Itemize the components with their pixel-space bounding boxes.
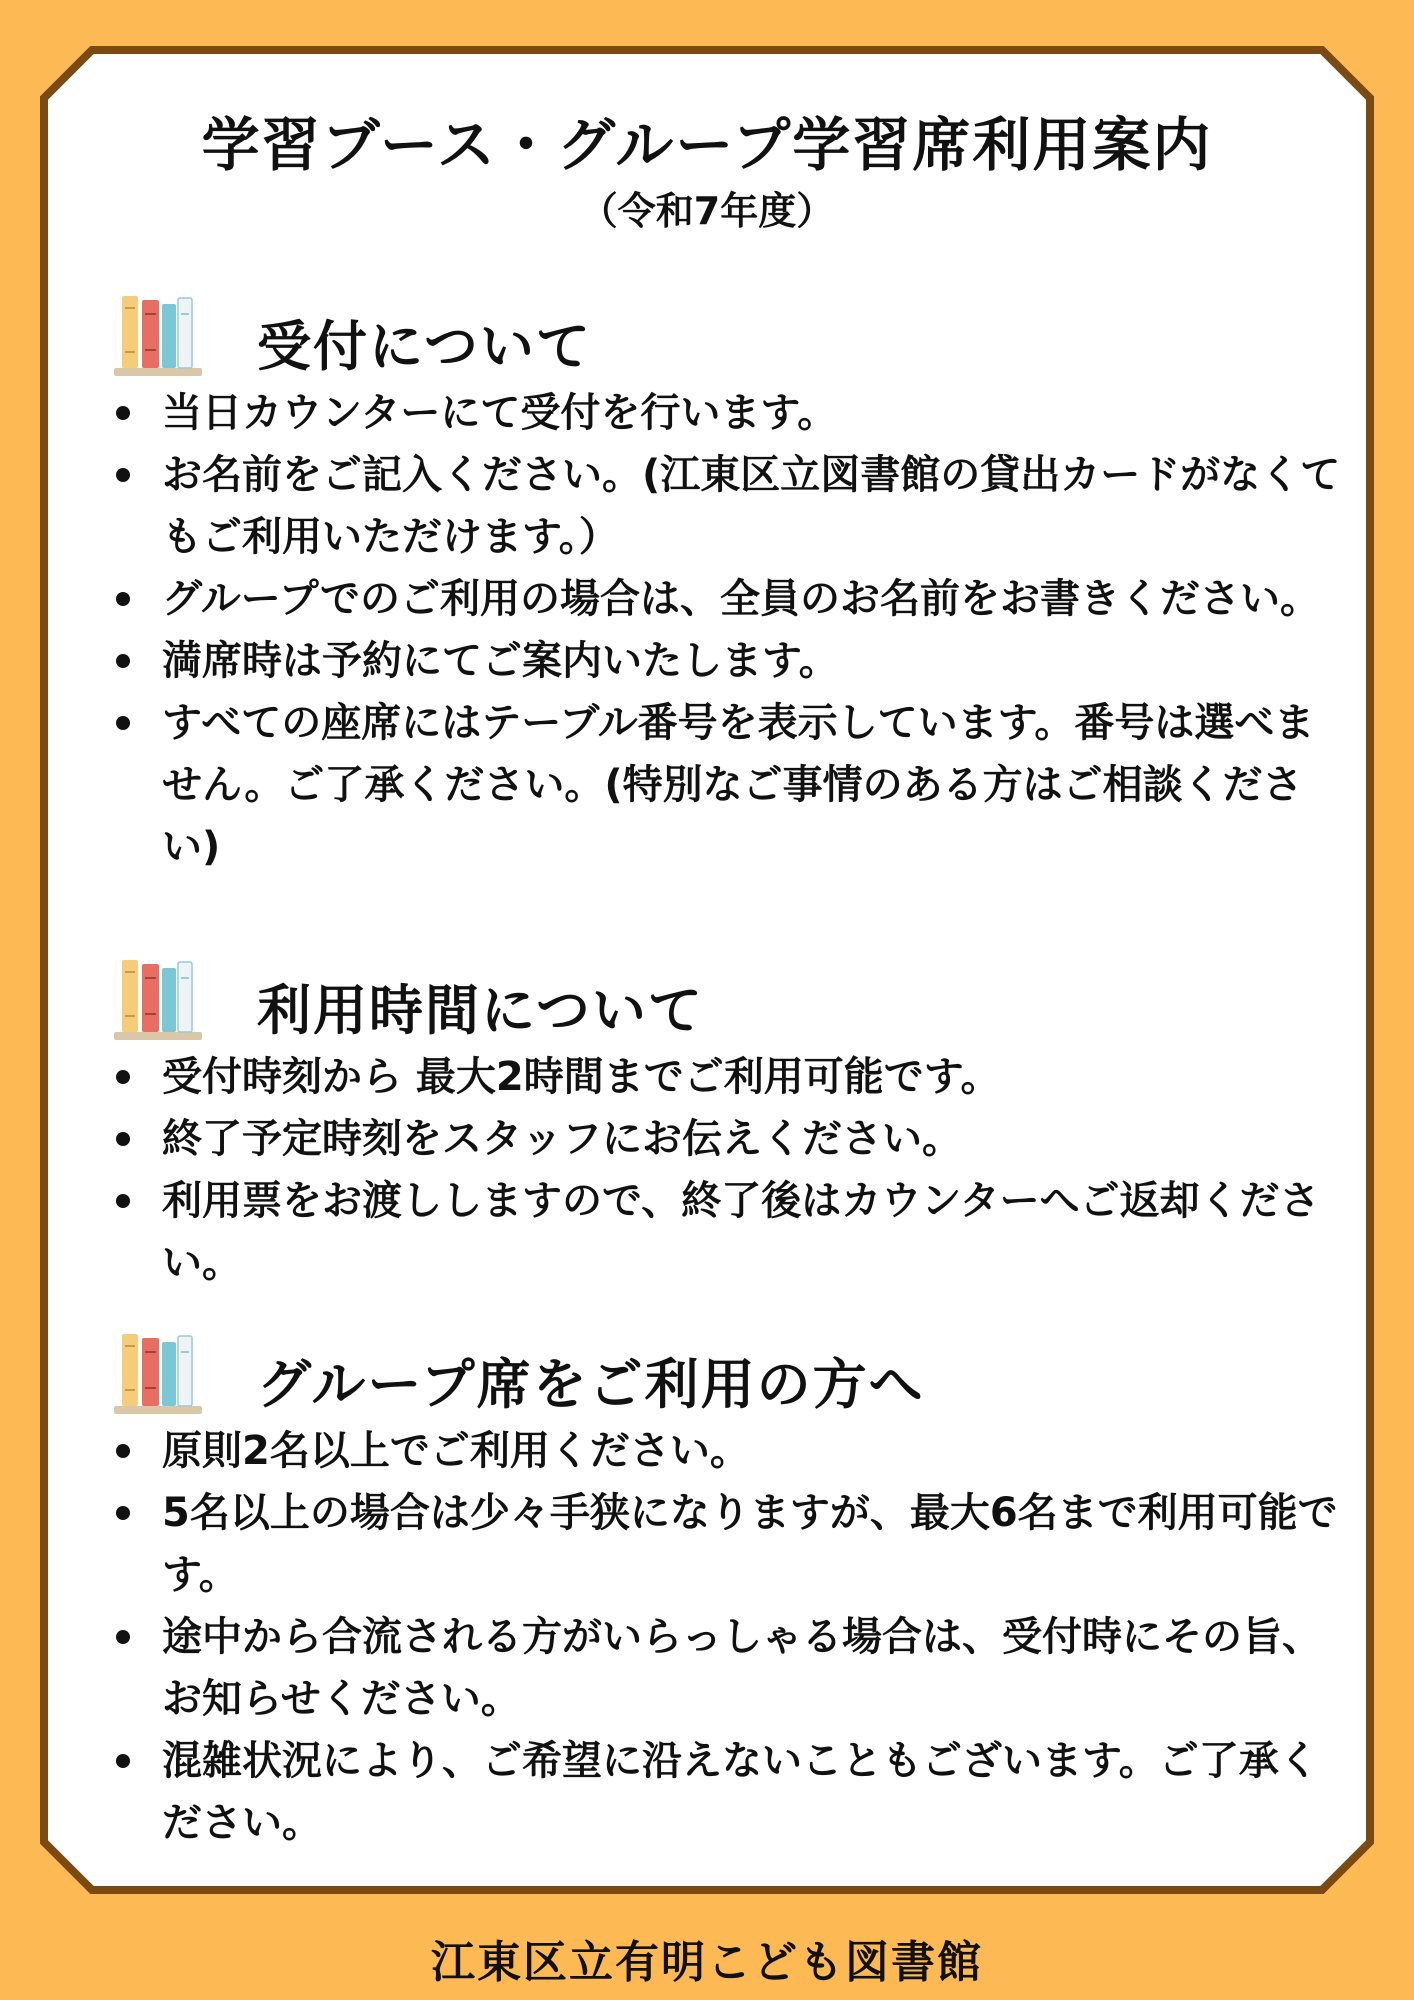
list-item-text: 当日カウンターにて受付を行います。 xyxy=(162,390,838,436)
list-item xyxy=(112,568,1342,630)
books-icon xyxy=(112,956,204,1044)
list-item xyxy=(112,1170,1342,1294)
list-item-text: 混雑状況により、ご希望に沿えないこともございます。ご了承ください。 xyxy=(162,1738,1319,1846)
bullet-dot xyxy=(116,1070,130,1084)
section-heading: 利用時間について xyxy=(257,979,704,1042)
books-icon xyxy=(112,1330,204,1418)
list-item xyxy=(112,630,1342,692)
list-item xyxy=(112,1420,1342,1482)
list-item-text: 満席時は予約にてご案内いたします。 xyxy=(162,638,839,684)
bullet-list xyxy=(112,1046,1342,1294)
page-title: 学習ブース・グループ学習席利用案内 xyxy=(201,111,1213,179)
list-item xyxy=(112,692,1342,878)
list-item-text: 原則2名以上でご利用ください。 xyxy=(162,1428,750,1474)
list-item-text: 受付時刻から 最大2時間までご利用可能です。 xyxy=(162,1054,1001,1100)
list-item-text: グループでのご利用の場合は、全員のお名前をお書きください。 xyxy=(162,576,1320,622)
bullet-dot xyxy=(116,1444,130,1458)
bullet-dot xyxy=(116,654,130,668)
page-subtitle: （令和7年度） xyxy=(579,189,835,233)
bullet-list xyxy=(112,1420,1342,1854)
library-name: 江東区立有明こども図書館 xyxy=(431,1937,983,1988)
bullet-dot xyxy=(116,1506,130,1520)
bullet-list xyxy=(112,382,1342,878)
list-item-text: 途中から合流される方がいらっしゃる場合は、受付時にその旨、お知らせください。 xyxy=(162,1614,1322,1722)
list-item xyxy=(112,1606,1342,1730)
bullet-dot xyxy=(116,716,130,730)
list-item xyxy=(112,444,1342,568)
list-item-text: 利用票をお渡ししますので、終了後はカウンターへご返却ください。 xyxy=(162,1178,1320,1286)
section-group-seats xyxy=(112,1330,1342,1854)
list-item-text: お名前をご記入ください。(江東区立図書館の貸出カードがなくてもご利用いただけます。） xyxy=(162,452,1341,560)
bullet-dot xyxy=(116,1132,130,1146)
books-icon xyxy=(112,292,204,380)
bullet-dot xyxy=(116,468,130,482)
section-heading: 受付について xyxy=(257,315,592,378)
section-usage-time xyxy=(112,956,1342,1294)
list-item xyxy=(112,1730,1342,1854)
list-item xyxy=(112,382,1342,444)
bullet-dot xyxy=(116,1194,130,1208)
list-item-text: すべての座席にはテーブル番号を表示しています。番号は選べません。ご了承ください。(特別なご事情のある方はご相談ください) xyxy=(162,700,1315,870)
list-item xyxy=(112,1108,1342,1170)
section-reception xyxy=(112,292,1342,878)
bullet-dot xyxy=(116,592,130,606)
bullet-dot xyxy=(116,1630,130,1644)
list-item xyxy=(112,1046,1342,1108)
bullet-dot xyxy=(116,406,130,420)
list-item-text: 終了予定時刻をスタッフにお伝えください。 xyxy=(162,1116,962,1162)
bullet-dot xyxy=(116,1754,130,1768)
list-item-text: 5名以上の場合は少々手狭になりますが、最大6名まで利用可能です。 xyxy=(162,1490,1338,1598)
section-heading: グループ席をご利用の方へ xyxy=(257,1353,925,1416)
list-item xyxy=(112,1482,1342,1606)
